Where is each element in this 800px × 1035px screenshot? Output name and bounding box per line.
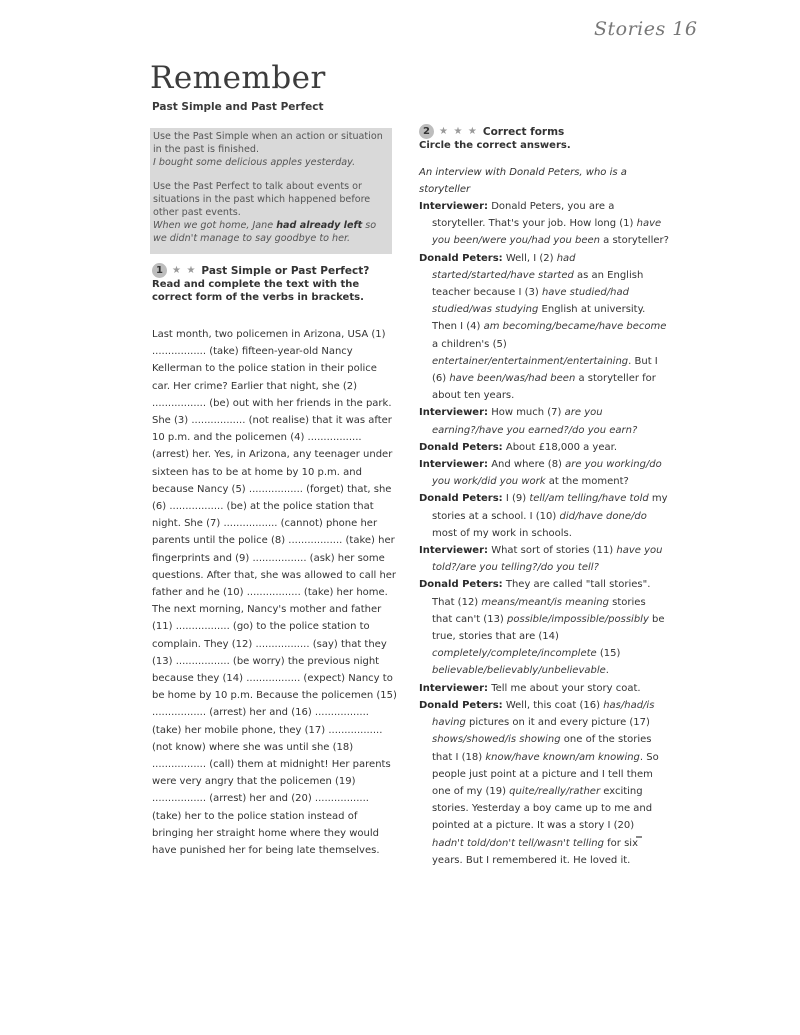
dialogue-turn <box>419 542 669 576</box>
exercise-1-text: Last month, two policemen in Arizona, USA (1) ................. (take) fifteen-year-old Nancy Kellerman to the police station in their police car. Her crime? Earlier that night, she (2) ................. (be) out with her friends in the park. She (3) ................. (not realise) that it was after 10 p.m. and the policemen (4) ................. (arrest) her. Yes, in Arizona, any teenager under sixteen has to be at home by 10 p.m. and because Nancy (5) ................. (forget) that, she (6) ................. (be) at the police station that night. She (7) ................. (cannot) phone her parents until the police (8) ................. (take) her fingerprints and (9) ................. (ask) her some questions. After that, she was allowed to call her father and he (10) ................. (take) her home. The next morning, Nancy's mother and father (11) ................. (go) to the police station to complain. They (12) ................. (say) that they (13) ................. (be worry) the previous night because they (14) ................. (expect) Nancy to be home by 10 p.m. Because the policemen (15) ................. (arrest) her and (16) ................. (take) her mobile phone, they (17) ................. (not know) where she was until she (18) ................. (call) them at midnight! Her parents were very angry that the policemen (19) ................. (arrest) her and (20) ................. (take) her to the police station instead of bringing her straight home where they would have punished her for being late themselves. <box>152 329 397 857</box>
dialogue-text: . But I (6) <box>432 355 658 385</box>
exercise-1-instruction: Read and complete the text with the correct form of the verbs in brackets. <box>152 279 364 303</box>
exercise-2-title: Correct forms <box>482 125 565 138</box>
dialogue-turn <box>419 576 669 679</box>
dialogue-turn <box>419 250 669 405</box>
dialogue-turn <box>419 490 669 542</box>
speaker-label: Interviewer: <box>419 459 489 471</box>
exercise-number-badge: 1 <box>152 263 167 278</box>
dialogue-text: be true, stories that are (14) <box>432 613 665 643</box>
speaker-label: Donald Peters: <box>419 252 503 264</box>
dialogue-text: at the moment? <box>545 476 629 488</box>
answer-options[interactable]: know/have known/am knowing <box>485 751 640 763</box>
speaker-label: Donald Peters: <box>419 699 503 711</box>
answer-options[interactable]: did/have done/do <box>559 510 647 522</box>
answer-options[interactable]: have you been/were you/had you been <box>432 218 662 247</box>
dialogue-text: How much (7) <box>488 407 565 419</box>
dialogue-turn <box>419 680 669 697</box>
scan-mark <box>636 836 642 838</box>
dialogue-text: Tell me about your story coat. <box>488 682 641 694</box>
exercise-2 <box>419 124 669 869</box>
exercise-1 <box>152 263 398 859</box>
speaker-label: Donald Peters: <box>419 441 503 453</box>
dialogue-text: a children's (5) <box>432 338 507 350</box>
exercise-2-instruction: Circle the correct answers. <box>419 140 571 151</box>
difficulty-stars-icon: ★ ★ ★ <box>439 126 478 137</box>
dialogue-text: pictures on it and every picture (17) <box>465 717 650 729</box>
dialogue-text: for six years. But I remembered it. He loved it. <box>432 837 638 866</box>
speaker-label: Interviewer: <box>419 545 489 557</box>
answer-options[interactable]: hadn't told/don't tell/wasn't telling <box>432 837 604 849</box>
example-past-perfect: When we got home, Jane had already left so we didn't manage to say goodbye to her. <box>153 220 377 244</box>
exercise-number-badge: 2 <box>419 124 434 139</box>
dialogue-text: . <box>605 665 609 677</box>
interview-dialogue <box>419 198 669 869</box>
dialogue-text: most of my work in schools. <box>432 527 572 539</box>
dialogue-text: What sort of stories (11) <box>488 545 617 557</box>
answer-options[interactable]: believable/believably/unbelievable <box>432 665 606 677</box>
dialogue-text: a storyteller for about ten years. <box>432 373 656 402</box>
answer-options[interactable]: have been/was/had been <box>449 373 576 385</box>
unit-header: Stories 16 <box>594 18 698 40</box>
speaker-label: Interviewer: <box>419 682 489 694</box>
dialogue-text: a storyteller? <box>599 235 669 247</box>
exercise-1-title: Past Simple or Past Perfect? <box>201 264 370 277</box>
dialogue-text: Well, this coat (16) <box>502 699 604 711</box>
answer-options[interactable]: quite/really/rather <box>509 785 601 797</box>
answer-options[interactable]: are you working/do you work/did you work <box>432 459 662 488</box>
answer-options[interactable]: have you told?/are you telling?/do you tell? <box>432 545 663 574</box>
difficulty-stars-icon: ★ ★ <box>172 265 197 276</box>
dialogue-text: About £18,000 a year. <box>502 441 618 453</box>
dialogue-text: English at university. Then I (4) <box>432 304 646 333</box>
dialogue-text: my stories at a school. I (10) <box>432 493 668 522</box>
dialogue-turn <box>419 697 669 869</box>
dialogue-text: as an English teacher because I (3) <box>432 269 644 299</box>
page-subtitle: Past Simple and Past Perfect <box>152 101 324 113</box>
answer-options[interactable]: are you earning?/have you earned?/do you earn? <box>432 407 638 436</box>
answer-options[interactable]: have studied/had studied/was studying <box>432 287 629 316</box>
example-past-simple: I bought some delicious apples yesterday. <box>153 157 356 168</box>
dialogue-text: Donald Peters, you are a storyteller. That's your job. How long (1) <box>432 201 637 230</box>
dialogue-text: (15) <box>596 648 621 660</box>
answer-options[interactable]: am becoming/became/have become <box>483 321 667 333</box>
exercise-2-heading <box>419 124 669 139</box>
dialogue-text: Well, I (2) <box>502 252 557 264</box>
answer-options[interactable]: has/had/is having <box>432 699 655 729</box>
speaker-label: Interviewer: <box>419 201 489 212</box>
rule-past-simple: Use the Past Simple when an action or situation in the past is finished. <box>153 131 383 155</box>
rule-past-perfect: Use the Past Perfect to talk about events or situations in the past which happened before other past events. <box>153 181 371 218</box>
answer-options[interactable]: had started/started/have started <box>432 252 576 281</box>
dialogue-text: I (9) <box>502 493 530 505</box>
dialogue-text: And where (8) <box>488 459 566 471</box>
answer-options[interactable]: means/meant/is meaning <box>481 596 609 608</box>
interview-intro: An interview with Donald Peters, who is a storyteller <box>419 167 627 195</box>
dialogue-turn <box>419 404 669 438</box>
speaker-label: Donald Peters: <box>419 493 503 505</box>
page-title: Remember <box>150 60 326 96</box>
dialogue-turn <box>419 439 669 456</box>
speaker-label: Donald Peters: <box>419 579 503 591</box>
answer-options[interactable]: shows/showed/is showing <box>432 734 561 746</box>
dialogue-text: exciting stories. Yesterday a boy came up to me and pointed at a picture. It was a story I (20) <box>432 785 653 832</box>
answer-options[interactable]: completely/complete/incomplete <box>432 648 597 660</box>
answer-options[interactable]: tell/am telling/have told <box>529 493 649 505</box>
dialogue-text: one of the stories that I (18) <box>432 734 652 763</box>
answer-options[interactable]: entertainer/entertainment/entertaining <box>432 355 629 367</box>
dialogue-turn <box>419 198 669 250</box>
dialogue-text: . So people just point at a picture and I tell them one of my (19) <box>432 751 659 797</box>
speaker-label: Interviewer: <box>419 407 489 419</box>
grammar-rule-box <box>150 128 392 254</box>
dialogue-text: They are called "tall stories". That (12) <box>432 579 651 608</box>
dialogue-turn <box>419 456 669 490</box>
exercise-1-heading <box>152 263 398 278</box>
dialogue-text: stories that can't (13) <box>432 596 646 625</box>
answer-options[interactable]: possible/impossible/possibly <box>507 613 649 625</box>
